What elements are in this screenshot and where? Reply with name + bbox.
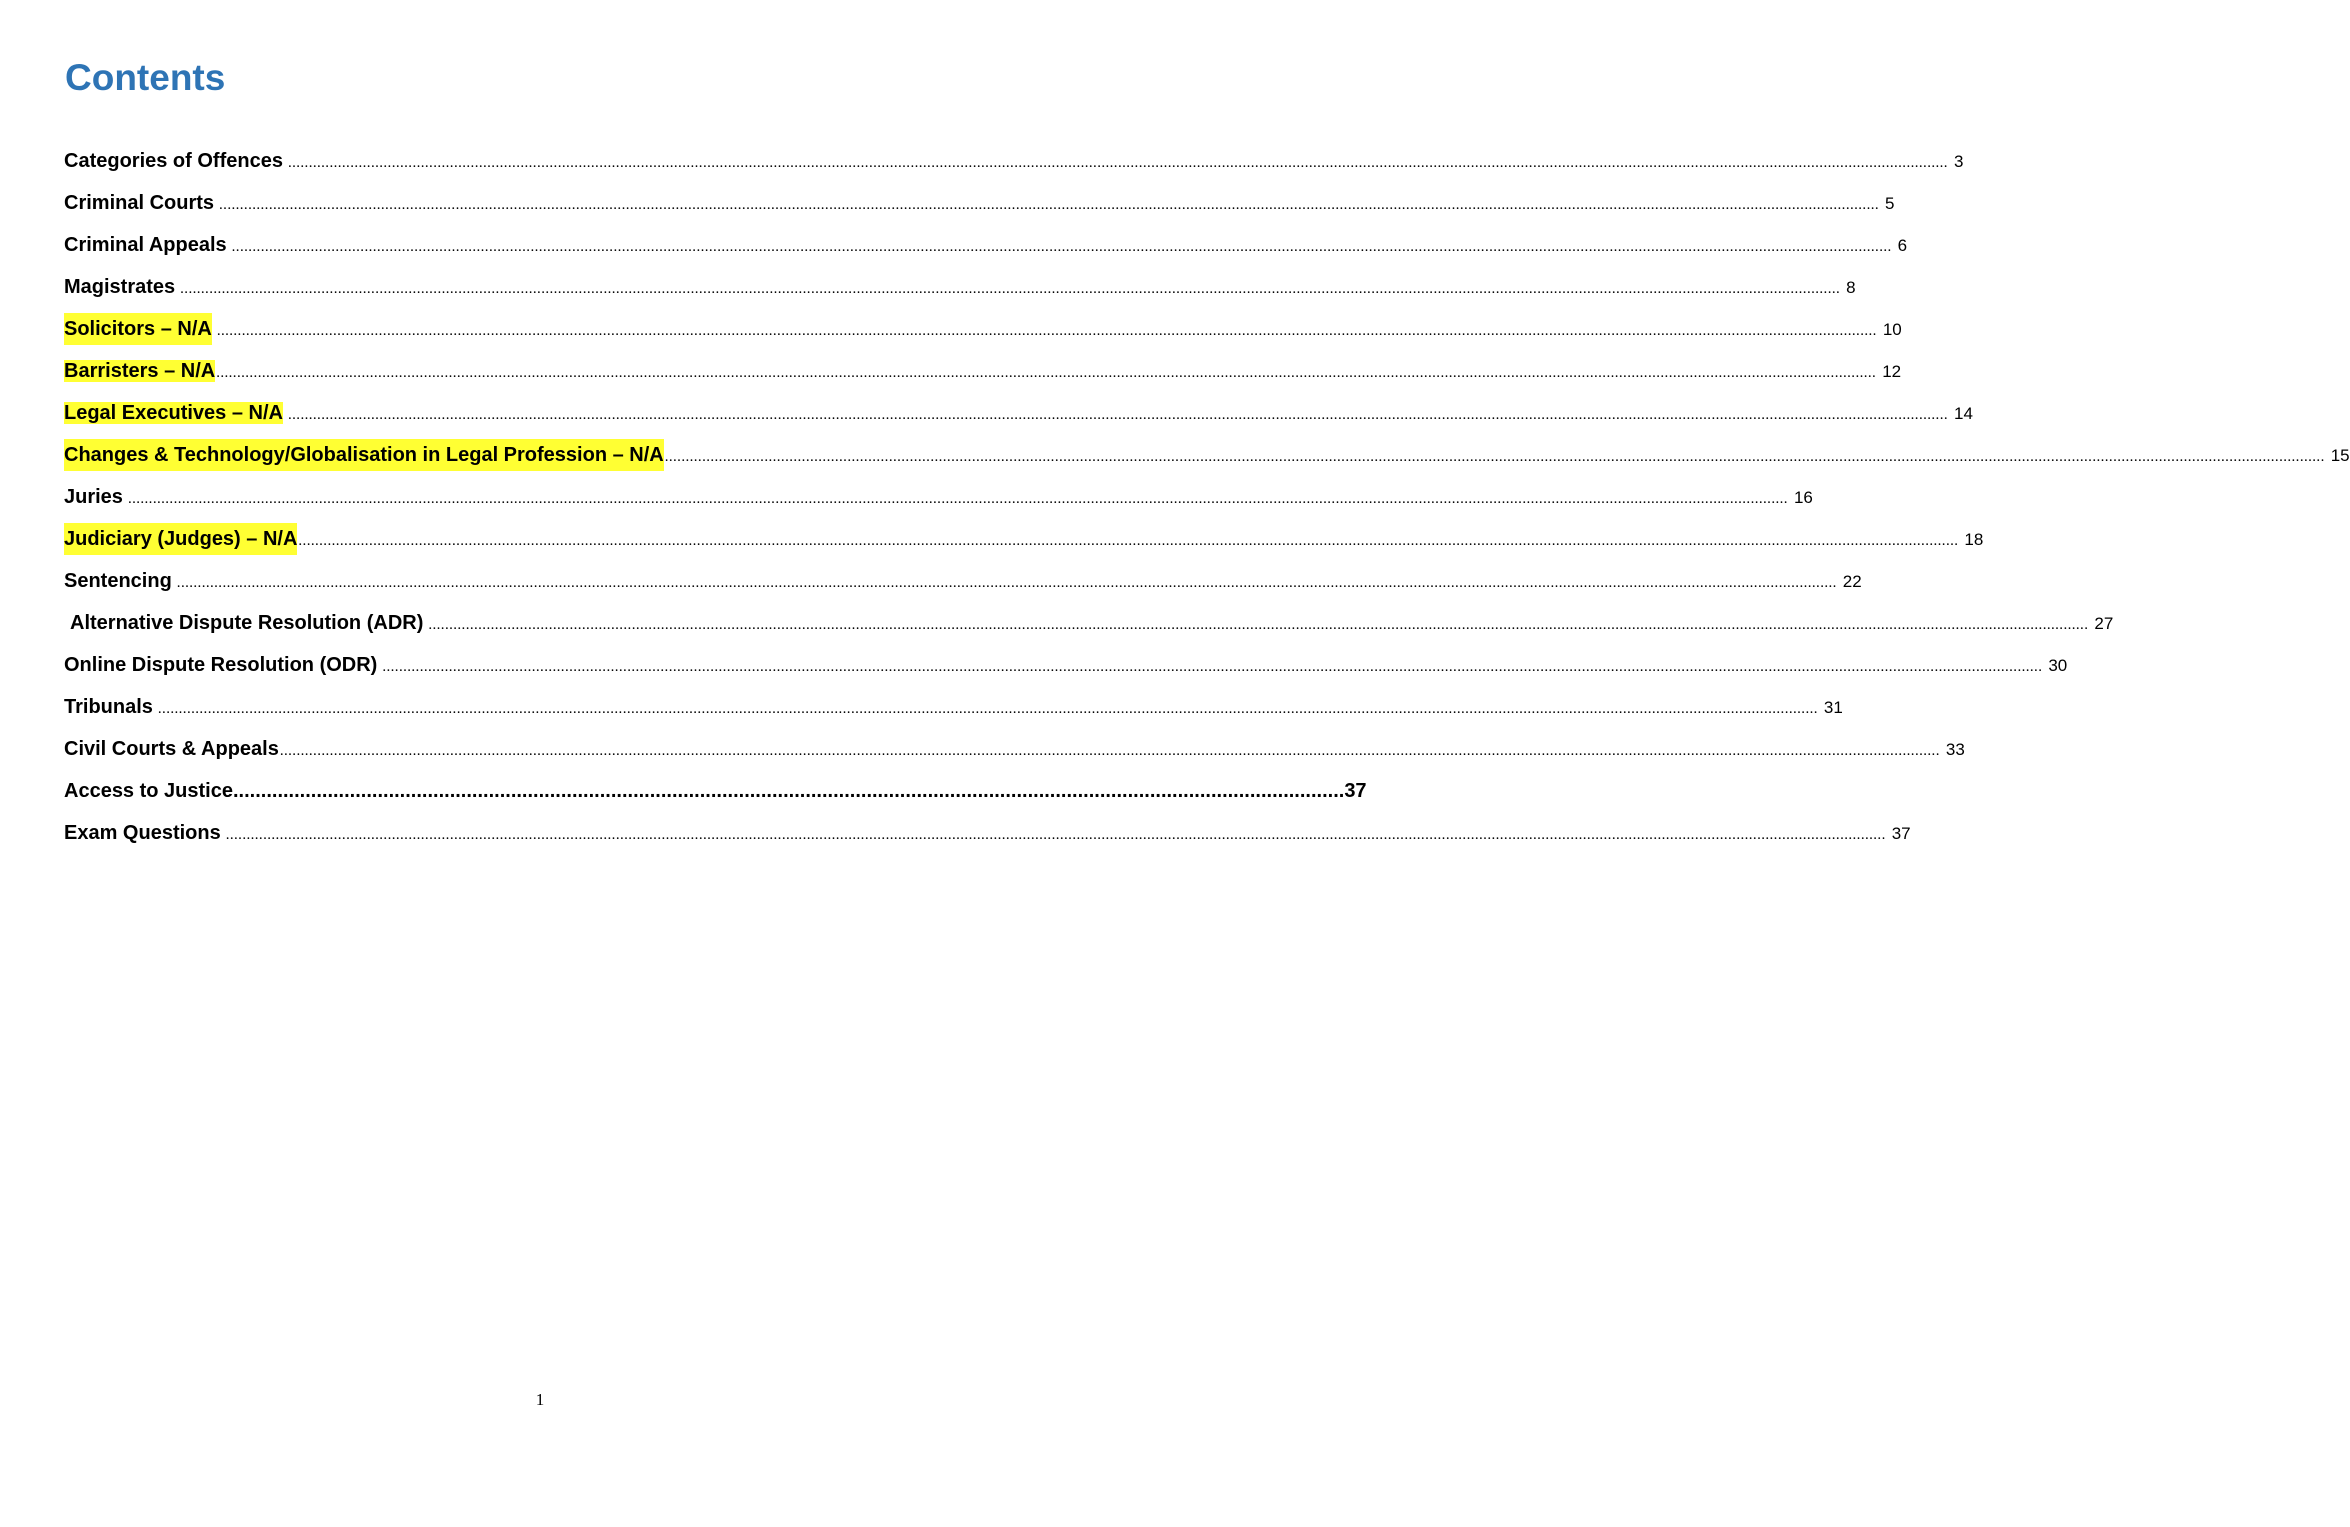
toc-entry-label: Magistrates <box>64 276 176 298</box>
toc-entry-page: 30 <box>2048 656 2068 675</box>
toc-entry-label: Juries <box>64 486 123 508</box>
toc-entry-criminal-courts[interactable] <box>64 187 1895 221</box>
dot-leader: ................................................................................................................................................................................................................................................................................................................................................................................................................ <box>287 155 1948 171</box>
toc-entry-solicitors[interactable] <box>64 313 1902 347</box>
dot-leader: ................................................................................................................................................................................................................................................................................................................................................................................................................ <box>382 659 2043 675</box>
dot-leader: ................................................................................................................................................................................................................................................................................................................................................................................................................ <box>180 281 1841 297</box>
dot-leader: ................................................................................................................................................................................................................................................................................................................................................................................................................ <box>428 617 2089 633</box>
dot-leader: ................................................................................................................................................................................................................................................................................................................................................................................................................ <box>279 743 1940 759</box>
toc-entry-label: Categories of Offences <box>64 150 283 172</box>
dot-leader: ................................................................................................................................................................................................................................................................................................................................................................................................................ <box>216 365 1877 381</box>
toc-entry-page: 14 <box>1954 404 1973 423</box>
toc-entry-page: 6 <box>1897 236 1908 255</box>
toc-entry-page: 31 <box>1823 698 1843 717</box>
toc-entry-barristers[interactable] <box>64 355 1902 389</box>
toc-entry-civil-courts[interactable] <box>64 733 1965 767</box>
toc-entry-label: Criminal Courts <box>64 192 215 214</box>
dot-leader: ................................................................................................................................................................................................................................................................................................................................................................................................................ <box>127 491 1788 507</box>
dot-leader: ........................................................................................................................................................................................................ <box>232 780 1345 802</box>
page-number: 1 <box>535 1390 545 1409</box>
toc-entry-label: Alternative Dispute Resolution (ADR) <box>70 612 424 634</box>
dot-leader: ................................................................................................................................................................................................................................................................................................................................................................................................................ <box>231 239 1892 255</box>
toc-entry-tribunals[interactable] <box>64 691 1843 725</box>
toc-entry-label: Judiciary (Judges) – N/A <box>64 523 297 555</box>
toc-entry-label-part: – N/A <box>158 360 216 382</box>
dot-leader: ................................................................................................................................................................................................................................................................................................................................................................................................................ <box>157 701 1818 717</box>
toc-entry-label <box>64 397 283 429</box>
dot-leader: ................................................................................................................................................................................................................................................................................................................................................................................................................ <box>298 533 1959 549</box>
toc-entry-label: Sentencing <box>64 570 172 592</box>
dot-leader: ................................................................................................................................................................................................................................................................................................................................................................................................................ <box>288 407 1948 423</box>
toc-entry-label: Online Dispute Resolution (ODR) <box>64 654 378 676</box>
toc-entry-label: Tribunals <box>64 696 153 718</box>
page-title: Contents <box>65 57 226 98</box>
toc-entry-page: 15 <box>2330 446 2350 465</box>
toc-entry-page: 37 <box>1344 780 1367 802</box>
toc-entry-adr[interactable] <box>64 607 2114 641</box>
dot-leader: ................................................................................................................................................................................................................................................................................................................................................................................................................ <box>664 449 2325 465</box>
toc-entry-label: Criminal Appeals <box>64 234 227 256</box>
toc-entry-categories-of-offences[interactable] <box>64 145 1964 179</box>
toc-entry-page: 8 <box>1846 278 1856 297</box>
toc-entry-exam-questions[interactable] <box>64 817 1911 851</box>
toc-entry-judiciary[interactable] <box>64 523 1984 557</box>
toc-entry-access-to-justice[interactable] <box>64 775 1367 809</box>
toc-entry-odr[interactable] <box>64 649 2068 683</box>
toc-entry-magistrates[interactable] <box>64 271 1856 305</box>
toc-entry-label: Civil Courts & Appeals <box>64 738 279 760</box>
toc-entry-label <box>64 355 215 387</box>
toc-entry-changes-technology[interactable] <box>64 439 2350 473</box>
dot-leader: ................................................................................................................................................................................................................................................................................................................................................................................................................ <box>225 827 1886 843</box>
toc-entry-sentencing[interactable] <box>64 565 1862 599</box>
toc-entry-page: 18 <box>1964 530 1984 549</box>
toc-entry-page: 5 <box>1885 194 1895 213</box>
toc-entry-label: Changes & Technology/Globalisation in Legal Profession – N/A <box>64 439 664 471</box>
toc-entry-legal-executives[interactable] <box>64 397 1973 431</box>
toc-entry-label: Access to Justice <box>64 780 233 802</box>
dot-leader: ................................................................................................................................................................................................................................................................................................................................................................................................................ <box>176 575 1837 591</box>
toc-entry-label-part: Legal Executives <box>64 402 227 424</box>
dot-leader: ................................................................................................................................................................................................................................................................................................................................................................................................................ <box>219 197 1880 213</box>
toc-entry-page: 37 <box>1891 824 1911 843</box>
toc-entry-page: 10 <box>1882 320 1902 339</box>
toc-entry-page: 27 <box>2094 614 2114 633</box>
toc-entry-page: 22 <box>1842 572 1862 591</box>
toc-entry-label: Solicitors – N/A <box>64 313 212 345</box>
toc-entry-criminal-appeals[interactable] <box>64 229 1908 263</box>
toc-entry-label-part: Barristers <box>64 360 159 382</box>
toc-entry-page: 3 <box>1953 152 1964 171</box>
toc-entry-label: Exam Questions <box>64 822 221 844</box>
toc-entry-juries[interactable] <box>64 481 1813 515</box>
dot-leader: ................................................................................................................................................................................................................................................................................................................................................................................................................ <box>216 323 1877 339</box>
toc-entry-page: 33 <box>1945 740 1965 759</box>
toc-entry-page: 16 <box>1793 488 1813 507</box>
toc-entry-label-part: – N/A <box>226 402 283 424</box>
toc-entry-page: 12 <box>1882 362 1902 381</box>
